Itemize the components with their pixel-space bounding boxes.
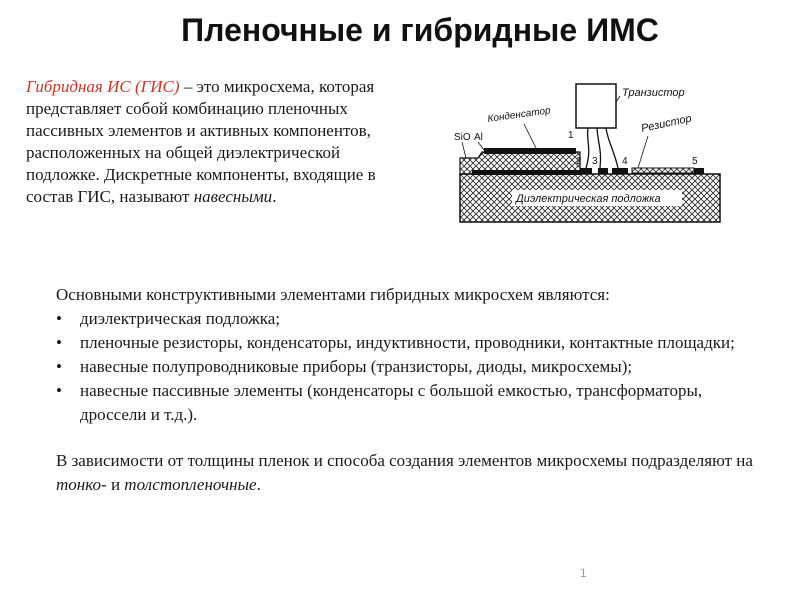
para-end: .: [256, 475, 261, 494]
list-intro: Основными конструктивными элементами гибридных микросхем являются:: [56, 285, 610, 304]
num-1: 1: [568, 130, 574, 141]
resistor-film: [632, 168, 694, 173]
label-al: Al: [474, 132, 483, 143]
intro-emphasis: навесными: [193, 187, 273, 206]
hybrid-ic-diagram: [452, 82, 724, 226]
capacitor-plate: [484, 148, 576, 154]
elements-list: [56, 307, 756, 427]
main-content: [56, 283, 756, 497]
list-item: • диэлектрическая подложка;: [56, 307, 756, 331]
list-item: • навесные пассивные элементы (конденсаторы с большой емкостью, трансформаторы, дроссели и т.д.).: [56, 379, 756, 427]
label-capacitor: Конденсатор: [486, 105, 552, 125]
num-2: 2: [576, 156, 582, 167]
num-4: 4: [622, 156, 628, 167]
intro-text: – это микросхема, которая представляет собой комбинацию пленочных пассивных элементов и активных компонентов, расположенных на общей диэлектрической подложке. Дискретные компоненты, входящие в состав ГИС, называют: [26, 77, 376, 206]
para-middle: и: [106, 475, 125, 494]
label-resistor: Резистор: [640, 112, 693, 135]
conductor-strip: [472, 170, 580, 175]
intro-paragraph: [26, 76, 406, 208]
transistor-leads: [586, 128, 618, 168]
label-sio: SiO: [454, 132, 471, 143]
num-5: 5: [692, 156, 698, 167]
slide-number: 1: [580, 566, 587, 580]
gis-term: Гибридная ИС (ГИС): [26, 77, 180, 96]
slide-title: Пленочные и гибридные ИМС: [181, 12, 659, 48]
classification-paragraph: [56, 449, 756, 497]
intro-end: .: [272, 187, 277, 206]
label-transistor: Транзистор: [622, 87, 685, 99]
para-text: В зависимости от толщины пленок и способа создания элементов микросхемы подразделяют на: [56, 451, 753, 470]
transistor-body: [576, 84, 616, 128]
num-3: 3: [592, 156, 598, 167]
list-item: • навесные полупроводниковые приборы (транзисторы, диоды, микросхемы);: [56, 355, 756, 379]
para-term-thick: толстопленочные: [124, 475, 257, 494]
para-term-thin: тонко-: [56, 475, 107, 494]
list-item: • пленочные резисторы, конденсаторы, индуктивности, проводники, контактные площадки;: [56, 331, 756, 355]
substrate-label: Диэлектрическая подложка: [516, 193, 661, 205]
